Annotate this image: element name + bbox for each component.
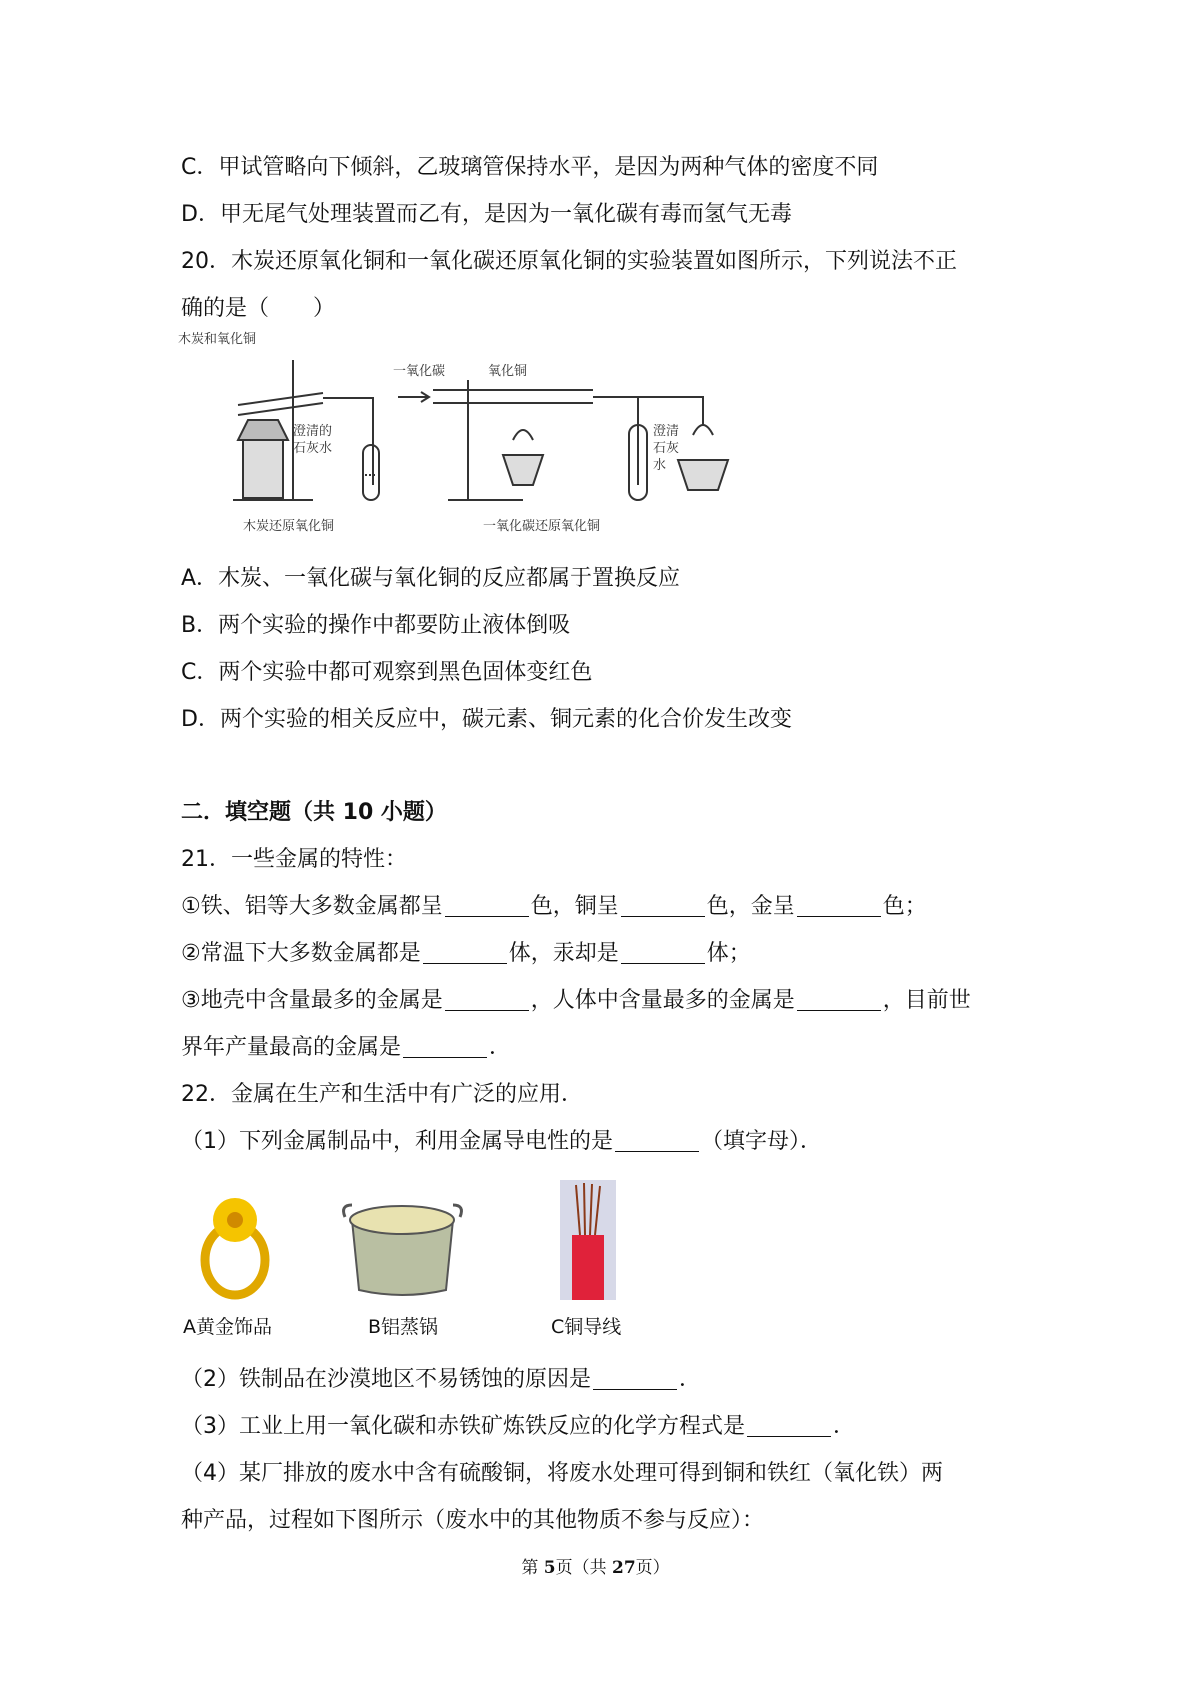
footer-post: 页） — [635, 1558, 670, 1578]
q20-option-c: C．两个实验中都可观察到黑色固体变红色 — [181, 660, 593, 685]
q21-stem: 21．一些金属的特性： — [181, 847, 407, 872]
q22-part3 — [181, 1412, 855, 1442]
q21-l2-text-a: ②常温下大多数金属都是 — [181, 941, 421, 966]
copper-wire-image — [558, 1180, 618, 1300]
gold-ring-image — [190, 1185, 285, 1300]
q22-part2 — [181, 1365, 701, 1395]
q21-l1-text-a: ①铁、铝等大多数金属都呈 — [181, 894, 443, 919]
fig-label-lime-1: 澄清 — [653, 424, 680, 439]
q20-apparatus-figure — [178, 332, 783, 545]
fig-caption-left: 木炭还原氧化铜 — [243, 519, 335, 534]
q21-l4-text-b: ． — [489, 1035, 512, 1060]
q21-l1-text-c: 色，金呈 — [706, 894, 795, 919]
q20-option-d: D．两个实验的相关反应中，碳元素、铜元素的化合价发生改变 — [181, 707, 792, 732]
q22-p1-text-b: （填字母）． — [701, 1129, 823, 1154]
blank — [797, 988, 881, 1011]
q19-option-d: D．甲无尾气处理装置而乙有，是因为一氧化碳有毒而氢气无毒 — [181, 202, 792, 227]
q21-l1-text-d: 色； — [882, 894, 927, 919]
blank — [423, 941, 507, 964]
fig-label-limewater-1: 澄清的 — [293, 424, 333, 439]
q21-l1-text-b: 色，铜呈 — [530, 894, 619, 919]
q21-l2-text-c: 体； — [706, 941, 751, 966]
image-caption-b: B铝蒸锅 — [368, 1316, 439, 1338]
q20-option-a: A．木炭、一氧化碳与氧化铜的反应都属于置换反应 — [181, 566, 681, 591]
footer-page-number: 5 — [543, 1558, 556, 1578]
q22-p3-text-b: ． — [833, 1414, 856, 1439]
q21-line3 — [181, 986, 971, 1016]
page-footer — [0, 1553, 1191, 1578]
blank — [593, 1367, 677, 1390]
q21-l3-text-c: ，目前世 — [882, 988, 971, 1013]
q22-part1 — [181, 1127, 822, 1157]
blank — [445, 894, 529, 917]
blank — [621, 941, 705, 964]
q22-p3-text-a: （3）工业上用一氧化碳和赤铁矿炼铁反应的化学方程式是 — [181, 1414, 745, 1439]
blank — [621, 894, 705, 917]
q19-option-c: C．甲试管略向下倾斜，乙玻璃管保持水平，是因为两种气体的密度不同 — [181, 155, 879, 180]
q22-part4-line2: 种产品，过程如下图所示（废水中的其他物质不参与反应）： — [181, 1508, 765, 1533]
q20-option-b: B．两个实验的操作中都要防止液体倒吸 — [181, 613, 571, 638]
q21-line4 — [181, 1033, 511, 1063]
fig-label-charcoal-cuo: 木炭和氧化铜 — [178, 332, 257, 347]
q22-stem: 22．金属在生产和生活中有广泛的应用． — [181, 1082, 583, 1107]
blank — [403, 1035, 487, 1058]
blank — [747, 1414, 831, 1437]
q21-line1 — [181, 892, 927, 922]
footer-pre: 第 — [521, 1558, 544, 1578]
q21-l3-text-b: ，人体中含量最多的金属是 — [530, 988, 795, 1013]
fig-label-co: 一氧化碳 — [393, 364, 446, 379]
image-caption-c: C铜导线 — [551, 1316, 622, 1338]
q20-stem-line1: 20．木炭还原氧化铜和一氧化碳还原氧化铜的实验装置如图所示，下列说法不正 — [181, 249, 957, 274]
footer-mid: 页（共 — [555, 1558, 612, 1578]
fig-label-lime-2: 石灰 — [653, 441, 680, 456]
blank — [615, 1129, 699, 1152]
image-caption-a: A黄金饰品 — [183, 1316, 272, 1338]
fig-caption-right: 一氧化碳还原氧化铜 — [483, 519, 601, 534]
q22-p2-text-b: ． — [679, 1367, 702, 1392]
q21-line2 — [181, 939, 751, 969]
section-title: 二．填空题（共 10 小题） — [181, 800, 447, 825]
fig-label-limewater-2: 石灰水 — [293, 441, 333, 456]
blank — [797, 894, 881, 917]
blank — [445, 988, 529, 1011]
fig-label-cuo: 氧化铜 — [488, 364, 528, 379]
aluminum-pot-image — [340, 1195, 465, 1300]
q20-stem-line2: 确的是（ ） — [181, 296, 336, 321]
footer-total-pages: 27 — [611, 1558, 636, 1578]
q22-p2-text-a: （2）铁制品在沙漠地区不易锈蚀的原因是 — [181, 1367, 591, 1392]
q22-p1-text-a: （1）下列金属制品中，利用金属导电性的是 — [181, 1129, 613, 1154]
q21-l3-text-a: ③地壳中含量最多的金属是 — [181, 988, 443, 1013]
q22-part4-line1: （4）某厂排放的废水中含有硫酸铜，将废水处理可得到铜和铁红（氧化铁）两 — [181, 1461, 943, 1486]
q21-l2-text-b: 体，汞却是 — [508, 941, 619, 966]
q21-l4-text-a: 界年产量最高的金属是 — [181, 1035, 402, 1060]
fig-label-lime-3: 水 — [653, 458, 667, 473]
